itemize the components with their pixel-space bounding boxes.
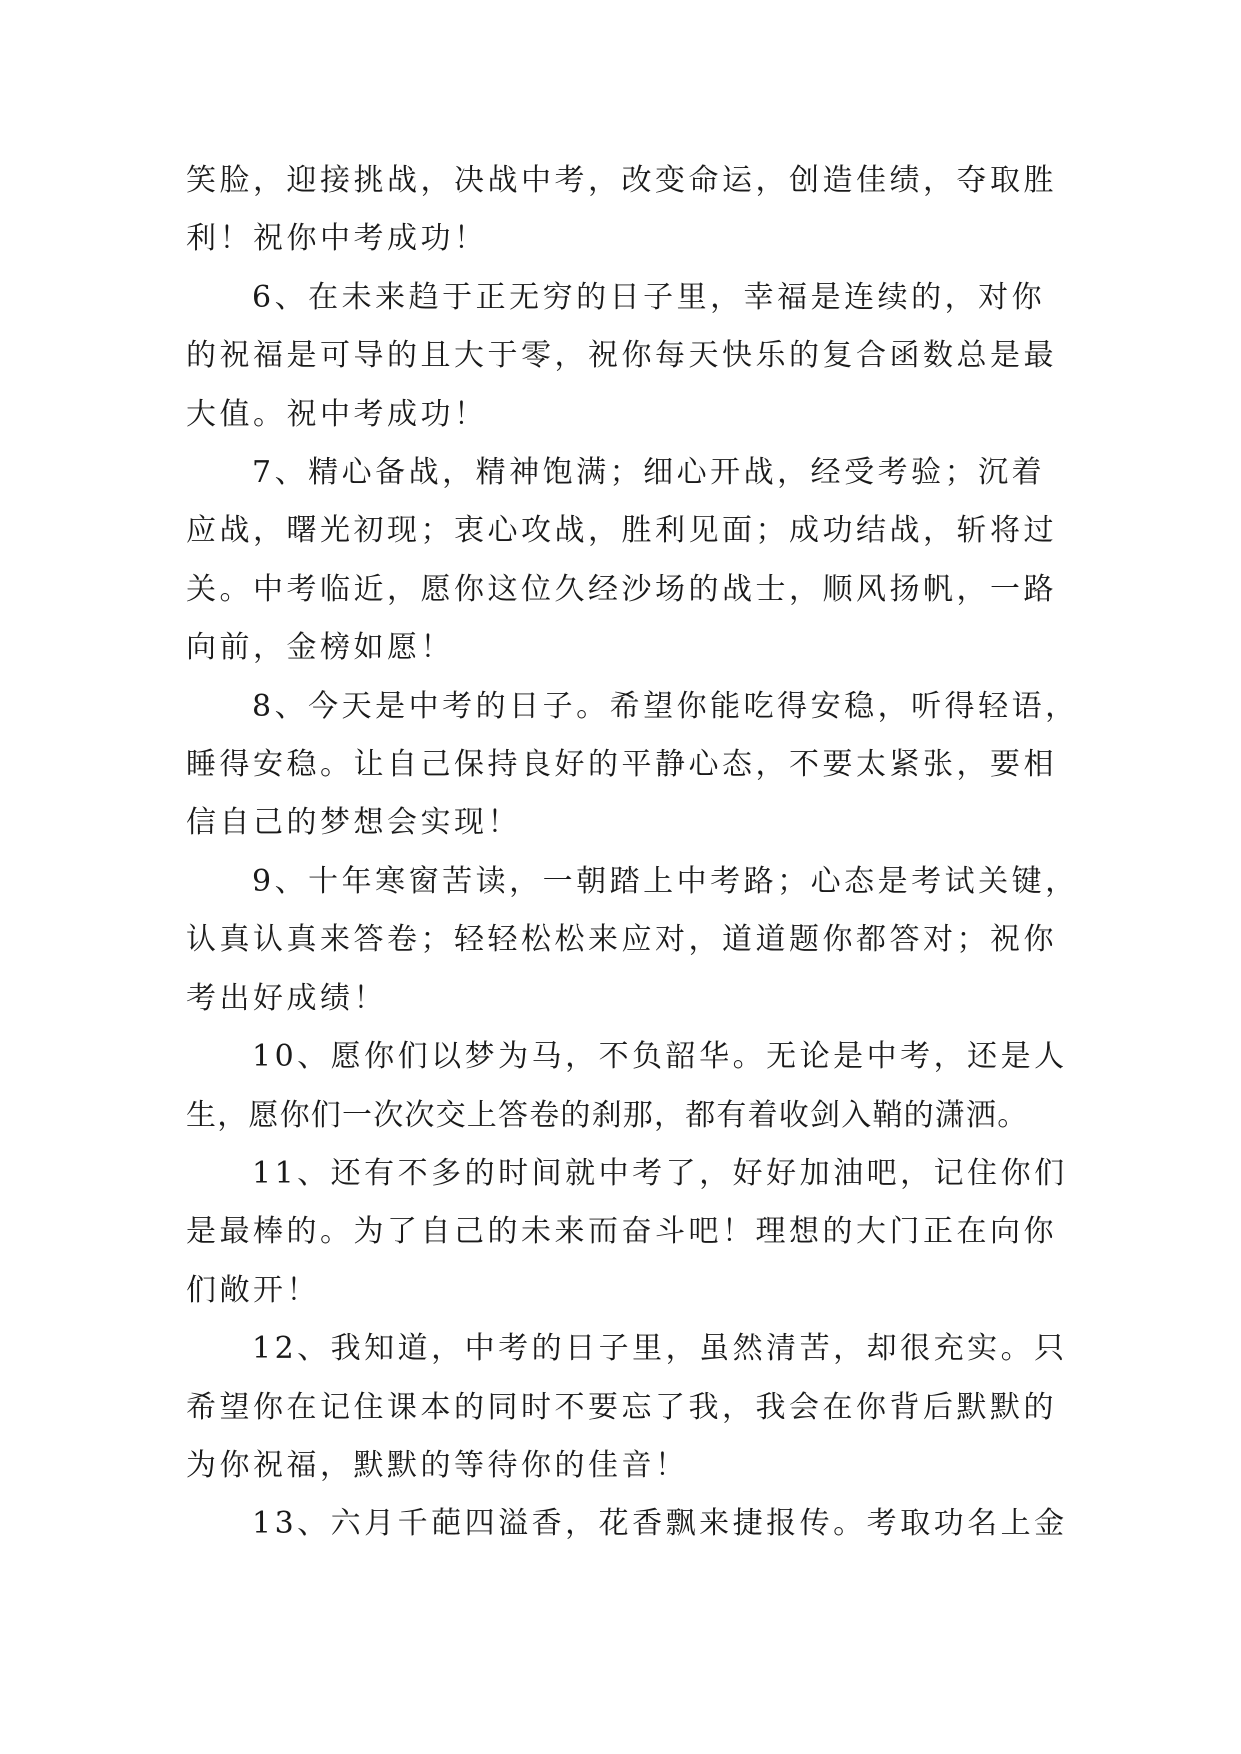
text-line: 7、精心备战，精神饱满；细心开战，经受考验；沉着 [252,455,1046,491]
text-line: 的祝福是可导的且大于零，祝你每天快乐的复合函数总是最 [186,338,1057,374]
text-line: 向前，金榜如愿！ [186,630,454,666]
paragraph-item-7 [186,444,1086,678]
text-line: 们敞开！ [186,1272,320,1308]
text-line: 关。中考临近，愿你这位久经沙场的战士，顺风扬帆，一路 [186,571,1057,607]
document-body [186,152,1086,1554]
text-line: 10、愿你们以梦为马，不负韶华。无论是中考，还是人 [252,1039,1068,1075]
text-line: 11、还有不多的时间就中考了，好好加油吧，记住你们 [252,1155,1068,1191]
paragraph-item-9 [186,853,1086,1028]
text-line: 大值。祝中考成功！ [186,396,488,432]
paragraph-item-12 [186,1320,1086,1495]
text-line: 6、在未来趋于正无穷的日子里，幸福是连续的，对你 [252,279,1046,315]
paragraph-item-8 [186,678,1086,853]
text-line: 利！祝你中考成功！ [186,221,488,257]
text-line: 认真认真来答卷；轻轻松松来应对，道道题你都答对；祝你 [186,922,1057,958]
text-line: 为你祝福，默默的等待你的佳音！ [186,1447,689,1483]
text-line: 笑脸，迎接挑战，决战中考，改变命运，创造佳绩，夺取胜 [186,163,1057,198]
text-line: 8、今天是中考的日子。希望你能吃得安稳，听得轻语， [252,688,1079,724]
paragraph-item-6 [186,269,1086,444]
text-line: 9、十年寒窗苦读，一朝踏上中考路；心态是考试关键， [252,863,1079,899]
paragraph-item-13 [186,1495,1086,1553]
text-line: 希望你在记住课本的同时不要忘了我，我会在你背后默默的 [186,1389,1057,1425]
text-line: 生，愿你们一次次交上答卷的刹那，都有着收剑入鞘的潇洒。 [186,1097,1029,1133]
paragraph-continuation [186,152,1086,269]
text-line: 信自己的梦想会实现！ [186,805,521,841]
text-line: 考出好成绩！ [186,980,387,1016]
text-line: 是最棒的。为了自己的未来而奋斗吧！理想的大门正在向你 [186,1214,1057,1250]
text-line: 睡得安稳。让自己保持良好的平静心态，不要太紧张，要相 [186,747,1057,783]
text-line: 应战，曙光初现；衷心攻战，胜利见面；成功结战，斩将过 [186,513,1057,549]
text-line: 13、六月千葩四溢香，花香飘来捷报传。考取功名上金 [252,1506,1068,1542]
text-line: 12、我知道，中考的日子里，虽然清苦，却很充实。只 [252,1331,1068,1367]
paragraph-item-10 [186,1028,1086,1145]
paragraph-item-11 [186,1145,1086,1320]
